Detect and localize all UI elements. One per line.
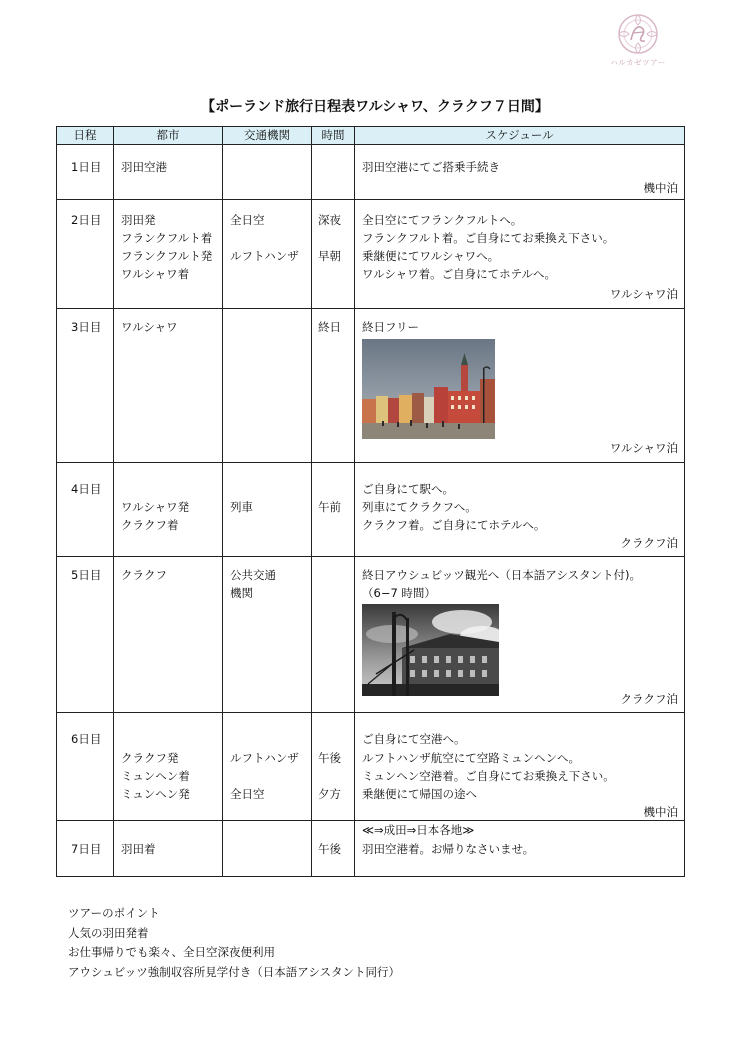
schedule-line: フランクフルト着。ご自身にてお乗換え下さい。 xyxy=(362,231,615,245)
table-row xyxy=(57,557,685,713)
schedule-line: 終日フリー xyxy=(362,320,420,334)
header-city: 都市 xyxy=(114,127,223,145)
time-line: 終日 xyxy=(318,320,341,334)
schedule-line: ルフトハンザ航空にて空路ミュンヘンへ。 xyxy=(362,751,581,765)
table-row xyxy=(57,463,685,557)
schedule-line: ご自身にて空港へ。 xyxy=(362,732,466,746)
transport-line: 列車 xyxy=(230,500,253,514)
header-day: 日程 xyxy=(57,127,114,145)
city-line: フランクフルト着 xyxy=(121,231,213,245)
time-line: 早朝 xyxy=(318,249,341,263)
schedule-line: 羽田空港にてご搭乗手続き xyxy=(362,160,500,174)
schedule-line: 終日アウシュビッツ観光へ（日本語アシスタント付)。 xyxy=(362,568,641,582)
schedule-line: （6−7 時間） xyxy=(362,586,436,600)
tour-point-item: 人気の羽田発着 xyxy=(68,925,149,940)
schedule-line: 全日空にてフランクフルトへ。 xyxy=(362,213,523,227)
city-line: ミュンヘン発 xyxy=(121,787,190,801)
header-time: 時間 xyxy=(312,127,355,145)
stay-label: ワルシャワ泊 xyxy=(609,441,678,455)
schedule-line: クラクフ着。ご自身にてホテルへ。 xyxy=(362,518,546,532)
tour-points xyxy=(68,904,400,982)
schedule-line: 乗継便にてワルシャワへ。 xyxy=(362,249,500,263)
city-line: クラクフ着 xyxy=(121,518,179,532)
schedule-line: ミュンヘン空港着。ご自身にてお乗換え下さい。 xyxy=(362,769,615,783)
stay-label: 機中泊 xyxy=(643,181,678,195)
tour-point-item: お仕事帰りでも楽々、全日空深夜便利用 xyxy=(68,945,275,959)
table-row xyxy=(57,200,685,309)
stay-label: 機中泊 xyxy=(643,805,678,819)
city-line: 羽田空港 xyxy=(121,160,167,174)
table-row xyxy=(57,713,685,821)
transport-line: ルフトハンザ xyxy=(230,249,299,263)
schedule-line: 乗継便にて帰国の途へ xyxy=(362,787,477,801)
logo-emblem-icon xyxy=(616,12,660,56)
city-line: 羽田発 xyxy=(121,213,156,227)
schedule-line: ワルシャワ着。ご自身にてホテルへ。 xyxy=(362,267,557,281)
day-label: 4日目 xyxy=(71,482,102,496)
logo-text: ハルカゼツアー xyxy=(610,58,666,67)
city-line: ワルシャワ着 xyxy=(121,267,190,281)
day-label: 1日目 xyxy=(71,160,102,174)
time-line: 午後 xyxy=(318,842,341,856)
time-line: 深夜 xyxy=(318,213,341,227)
day-label: 2日目 xyxy=(71,213,102,227)
auschwitz-gate-photo xyxy=(362,604,499,696)
schedule-line: ≪⇒成田⇒日本各地≫ xyxy=(362,823,475,837)
header-transport: 交通機関 xyxy=(223,127,312,145)
time-line: 午前 xyxy=(318,500,341,514)
time-line: 夕方 xyxy=(318,787,341,801)
header-schedule: スケジュール xyxy=(355,127,685,145)
city-line: クラクフ xyxy=(121,568,167,582)
city-line: クラクフ発 xyxy=(121,751,179,765)
day-label: 6日目 xyxy=(71,732,102,746)
city-line: ワルシャワ発 xyxy=(121,500,190,514)
transport-line: 全日空 xyxy=(230,787,265,801)
transport-line: 機関 xyxy=(230,586,253,600)
stay-label: クラクフ泊 xyxy=(620,536,678,550)
document-title: 【ポーランド旅行日程表ワルシャワ、クラクフ７日間】 xyxy=(201,99,549,115)
tour-points-heading: ツアーのポイント xyxy=(68,906,160,920)
city-line: 羽田着 xyxy=(121,842,156,856)
brand-logo xyxy=(604,12,672,74)
day-label: 3日目 xyxy=(71,320,102,334)
schedule-line: 羽田空港着。お帰りなさいませ。 xyxy=(362,842,535,856)
schedule-line: 列車にてクラクフへ。 xyxy=(362,500,477,514)
day-label: 5日目 xyxy=(71,568,102,582)
transport-line: ルフトハンザ xyxy=(230,751,299,765)
itinerary-table xyxy=(56,126,685,877)
transport-line: 全日空 xyxy=(230,213,265,227)
day-label: 7日目 xyxy=(71,842,102,856)
stay-label: クラクフ泊 xyxy=(620,692,678,706)
transport-line: 公共交通 xyxy=(230,568,276,582)
table-row xyxy=(57,309,685,463)
city-line: フランクフルト発 xyxy=(121,249,213,263)
schedule-line: ご自身にて駅へ。 xyxy=(362,482,454,496)
city-line: ミュンヘン着 xyxy=(121,769,190,783)
stay-label: ワルシャワ泊 xyxy=(609,287,678,301)
table-row xyxy=(57,821,685,877)
table-row xyxy=(57,145,685,200)
table-header-row xyxy=(57,127,685,145)
tour-point-item: アウシュビッツ強制収容所見学付き（日本語アシスタント同行） xyxy=(68,964,401,979)
city-line: ワルシャワ xyxy=(121,320,178,334)
warsaw-castle-square-photo xyxy=(362,339,495,439)
time-line: 午後 xyxy=(318,751,341,765)
